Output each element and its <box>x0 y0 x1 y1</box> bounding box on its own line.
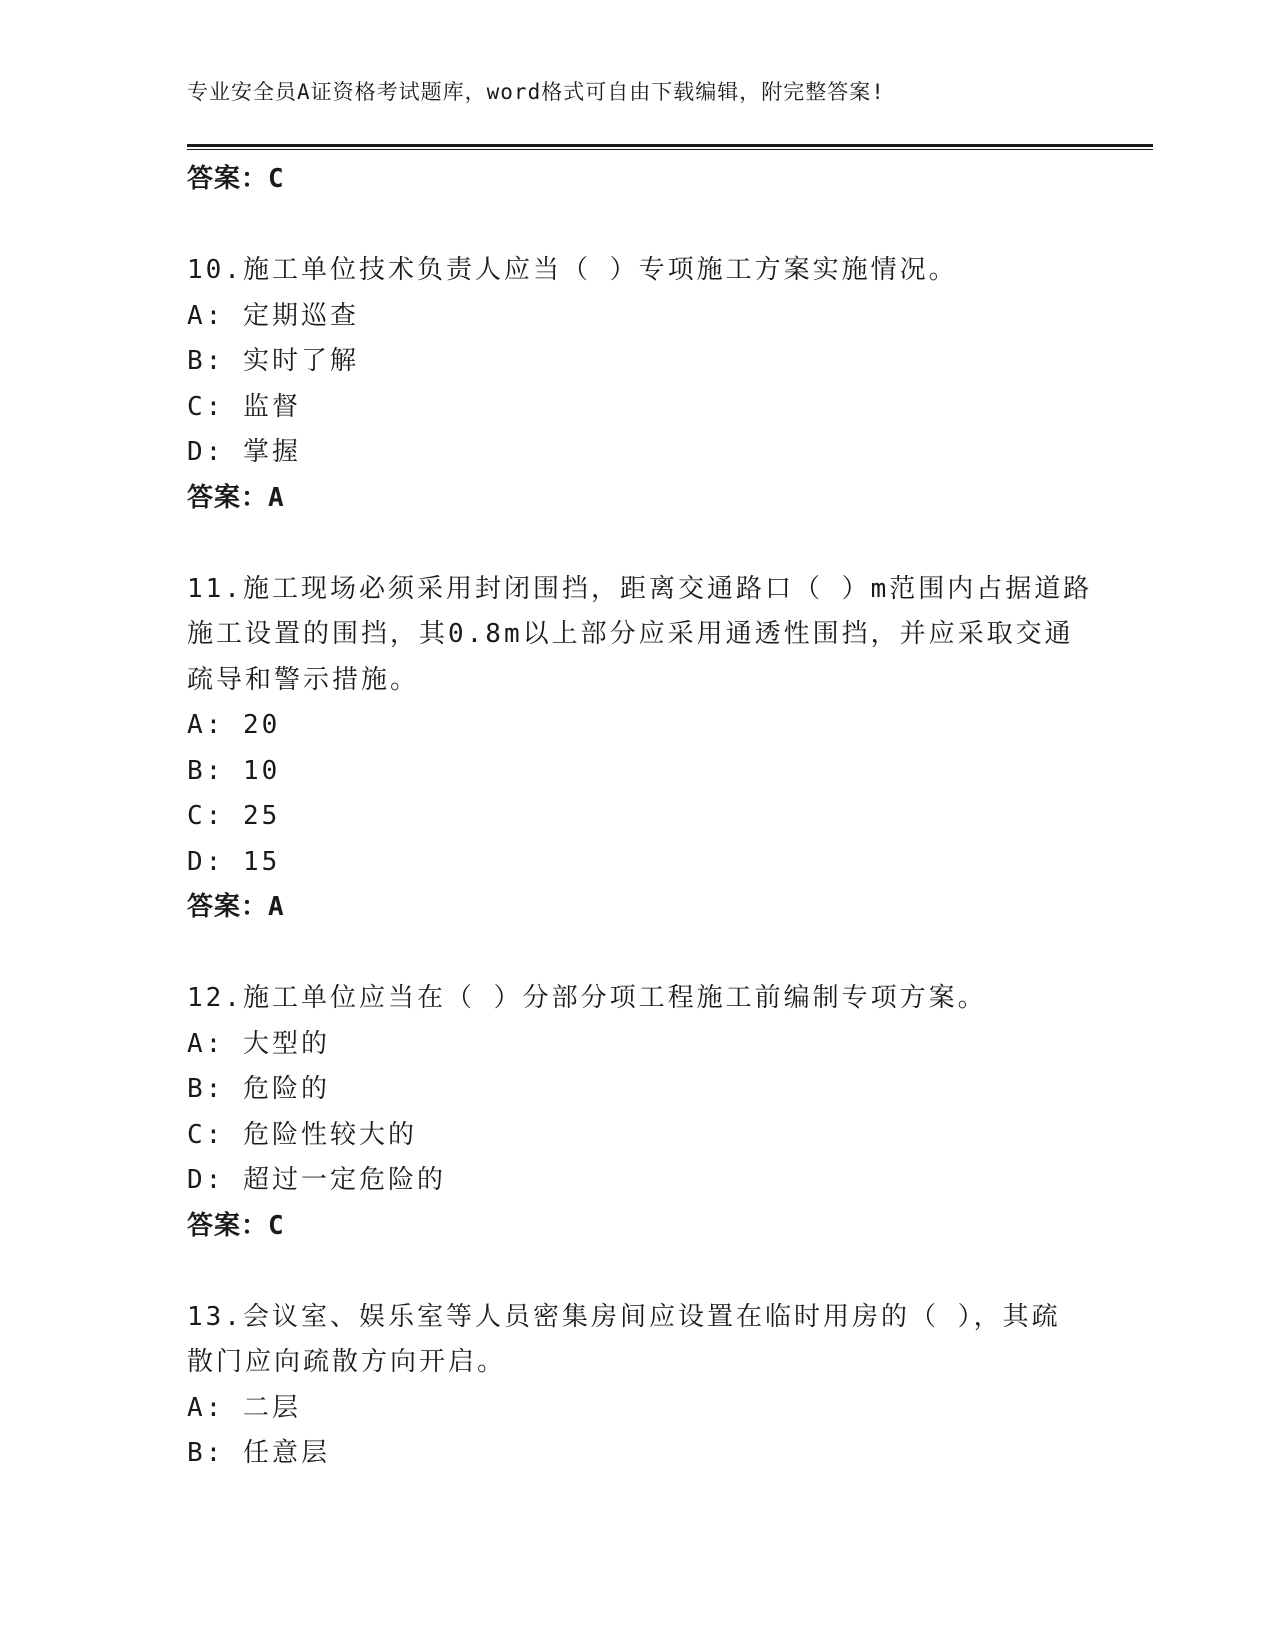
option-d: D: 超过一定危险的 <box>187 1165 446 1195</box>
option-b: B: 危险的 <box>187 1074 330 1104</box>
question-block <box>187 248 1087 521</box>
question-text: 10.施工单位技术负责人应当（ ）专项施工方案实施情况。 <box>187 255 958 285</box>
option-c: C: 25 <box>187 801 281 831</box>
option-a: A: 20 <box>187 710 281 740</box>
option-b: B: 实时了解 <box>187 346 359 376</box>
question-text: 11.施工现场必须采用封闭围挡，距离交通路口（ ）m范围内占据道路 <box>187 573 1093 604</box>
answer-line: 答案：A <box>187 482 285 513</box>
option-a: A: 二层 <box>187 1392 301 1423</box>
question-text: 13.会议室、娱乐室等人员密集房间应设置在临时用房的（ ），其疏 <box>187 1301 1061 1332</box>
header-rule-thick <box>187 144 1153 147</box>
option-b: B: 10 <box>187 755 281 786</box>
option-d: D: 掌握 <box>187 437 301 467</box>
question-text: 施工设置的围挡，其0.8m以上部分应采用通透性围挡，并应采取交通 <box>187 619 1074 649</box>
option-c: C: 危险性较大的 <box>187 1119 417 1150</box>
question-text: 疏导和警示措施。 <box>187 664 420 695</box>
option-a: A: 大型的 <box>187 1028 330 1059</box>
question-text: 散门应向疏散方向开启。 <box>187 1347 507 1377</box>
option-d: D: 15 <box>187 846 281 877</box>
option-c: C: 监督 <box>187 391 301 422</box>
question-block <box>187 976 1087 1249</box>
option-a: A: 定期巡查 <box>187 300 359 331</box>
page-header-text: 专业安全员A证资格考试题库，word格式可自由下载编辑，附完整答案! <box>187 80 885 104</box>
option-b: B: 任意层 <box>187 1438 330 1468</box>
header-rule-thin <box>187 149 1153 150</box>
question-block <box>187 567 1093 931</box>
answer-line: 答案：A <box>187 892 285 922</box>
answer-line: 答案：C <box>187 1210 285 1241</box>
question-text: 12.施工单位应当在（ ）分部分项工程施工前编制专项方案。 <box>187 983 987 1013</box>
question-list <box>187 157 1093 1477</box>
question-block <box>187 1295 1087 1477</box>
answer-line: 答案：C <box>187 164 285 194</box>
